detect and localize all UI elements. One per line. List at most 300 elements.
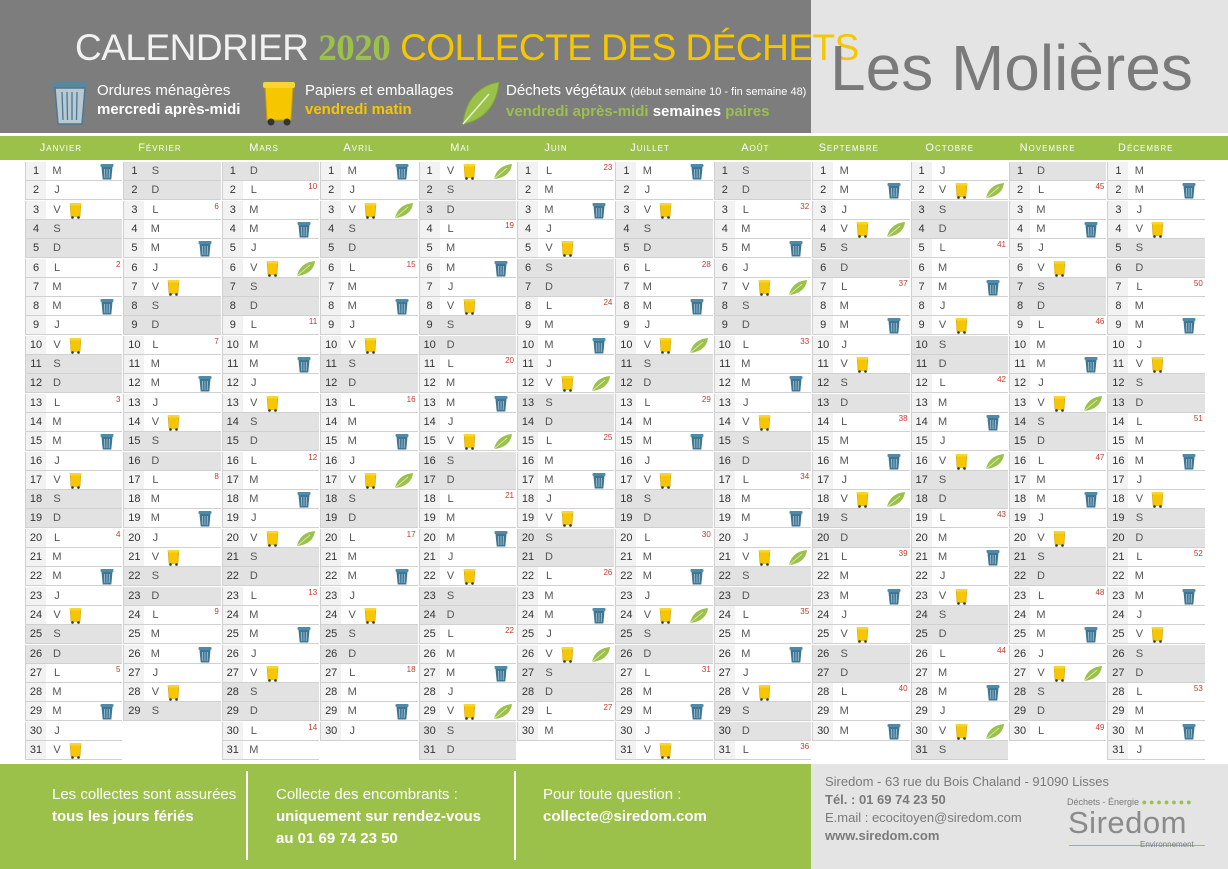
day-cell: [517, 278, 614, 297]
day-cell: [25, 201, 122, 220]
day-letter: J: [1136, 338, 1143, 351]
day-letter: V: [742, 686, 750, 699]
day-number: 30: [813, 722, 833, 740]
day-cell: [714, 509, 811, 528]
day-letter: M: [1134, 300, 1144, 313]
day-cell: [123, 413, 220, 432]
week-number: 10: [308, 182, 318, 192]
day-letter: V: [151, 551, 160, 563]
day-number: 4: [420, 220, 440, 238]
day-letter: L: [939, 242, 946, 255]
day-number: 11: [616, 355, 636, 373]
day-letter: M: [1134, 319, 1144, 332]
day-letter: V: [1135, 628, 1144, 641]
day-letter: M: [52, 551, 62, 563]
day-cell: [320, 548, 417, 567]
day-cell: [911, 452, 1008, 471]
day-letter: D: [840, 666, 849, 679]
day-cell: [419, 722, 516, 741]
day-letter: J: [447, 280, 454, 293]
day-number: 10: [321, 336, 341, 354]
day-number: 9: [321, 316, 341, 334]
calendar-title: [75, 26, 859, 71]
day-letter: S: [446, 454, 455, 467]
day-number: 13: [124, 394, 144, 412]
footer-encombrants: [276, 784, 481, 850]
day-letter: D: [840, 261, 849, 274]
day-letter: M: [1036, 473, 1046, 486]
day-cell: [222, 394, 319, 413]
day-letter: D: [151, 454, 160, 467]
day-number: 20: [124, 529, 144, 547]
day-cell: [517, 239, 614, 258]
day-letter: S: [545, 666, 553, 679]
day-cell: [1009, 490, 1106, 509]
day-letter: D: [249, 570, 258, 583]
day-letter: S: [938, 473, 947, 486]
day-number: 10: [616, 336, 636, 354]
day-letter: D: [545, 551, 553, 563]
day-letter: M: [446, 377, 456, 390]
day-number: 8: [912, 297, 932, 315]
day-cell: [812, 471, 909, 490]
day-letter: S: [545, 531, 553, 544]
day-letter: J: [841, 203, 847, 216]
day-letter: M: [1134, 724, 1144, 737]
day-letter: D: [446, 338, 455, 351]
day-letter: D: [741, 724, 750, 737]
day-number: 17: [321, 471, 341, 489]
day-cell: [517, 374, 614, 393]
day-letter: S: [446, 589, 455, 602]
day-letter: M: [1036, 222, 1046, 235]
day-letter: J: [644, 319, 651, 332]
day-number: 14: [616, 413, 636, 431]
day-number: 28: [420, 683, 440, 701]
month-label: Janvier: [39, 142, 83, 154]
day-cell: [714, 394, 811, 413]
day-letter: V: [840, 358, 848, 370]
day-cell: [911, 529, 1008, 548]
day-cell: [419, 355, 516, 374]
footer-email-link[interactable]: collecte@siredom.com: [543, 808, 707, 825]
month-label: Avril: [343, 142, 374, 154]
day-cell: [812, 529, 909, 548]
day-letter: M: [544, 184, 554, 197]
day-cell: [714, 259, 811, 278]
day-cell: [517, 587, 614, 606]
day-number: 29: [321, 702, 341, 720]
day-cell: [419, 413, 516, 432]
day-letter: M: [150, 512, 160, 525]
day-letter: L: [1136, 551, 1143, 563]
day-letter: V: [742, 280, 750, 293]
day-cell: [1107, 432, 1204, 451]
day-number: 15: [420, 432, 440, 450]
day-letter: S: [643, 358, 652, 370]
day-number: 29: [616, 702, 636, 720]
day-letter: S: [1037, 551, 1045, 563]
day-number: 1: [124, 162, 144, 180]
day-letter: D: [53, 647, 61, 660]
week-number: 47: [1095, 452, 1105, 462]
day-number: 15: [1108, 432, 1128, 450]
day-number: 1: [321, 162, 341, 180]
day-letter: J: [447, 415, 454, 428]
day-letter: V: [545, 647, 553, 660]
day-cell: [812, 220, 909, 239]
contact-website[interactable]: www.siredom.com: [825, 828, 940, 843]
day-letter: M: [544, 608, 554, 621]
day-letter: D: [249, 165, 258, 177]
day-number: 28: [912, 683, 932, 701]
day-letter: S: [840, 512, 848, 525]
day-letter: M: [1134, 165, 1144, 177]
day-number: 8: [616, 297, 636, 315]
day-number: 24: [813, 606, 833, 624]
day-cell: [1107, 413, 1204, 432]
day-cell: [1107, 355, 1204, 374]
day-number: 23: [1108, 587, 1128, 605]
day-cell: [222, 471, 319, 490]
day-letter: V: [643, 744, 652, 756]
day-letter: M: [52, 165, 62, 177]
day-letter: M: [249, 203, 259, 216]
day-number: 16: [1010, 452, 1030, 470]
day-letter: M: [938, 551, 948, 563]
day-number: 2: [321, 181, 341, 199]
day-number: 27: [1010, 664, 1030, 682]
day-cell: [1107, 587, 1204, 606]
day-letter: S: [151, 165, 160, 177]
day-cell: [419, 336, 516, 355]
day-cell: [615, 664, 712, 683]
day-number: 21: [321, 548, 341, 566]
day-cell: [1009, 181, 1106, 200]
day-cell: [911, 645, 1008, 664]
day-cell: [1107, 374, 1204, 393]
day-cell: [714, 490, 811, 509]
day-cell: [123, 490, 220, 509]
day-cell: [615, 201, 712, 220]
day-cell: [714, 278, 811, 297]
day-cell: [714, 702, 811, 721]
day-cell: [1009, 162, 1106, 181]
day-cell: [812, 239, 909, 258]
day-letter: J: [251, 512, 257, 525]
day-number: 11: [223, 355, 243, 373]
day-letter: J: [251, 242, 257, 255]
day-letter: V: [53, 608, 61, 621]
day-number: 1: [813, 162, 833, 180]
day-cell: [911, 432, 1008, 451]
day-cell: [320, 567, 417, 586]
day-cell: [812, 683, 909, 702]
day-cell: [1107, 239, 1204, 258]
week-number: 36: [800, 742, 810, 751]
day-number: 24: [715, 606, 735, 624]
day-letter: J: [349, 724, 355, 737]
day-cell: [714, 316, 811, 335]
day-number: 9: [715, 316, 735, 334]
day-number: 23: [124, 587, 144, 605]
day-number: 22: [26, 567, 46, 585]
commune-name: Les Molières: [830, 32, 1193, 104]
day-number: 4: [616, 220, 636, 238]
day-cell: [812, 452, 909, 471]
day-number: 2: [1010, 181, 1030, 199]
day-letter: L: [742, 338, 749, 351]
day-letter: M: [544, 203, 554, 216]
day-letter: J: [447, 686, 454, 699]
day-cell: [320, 297, 417, 316]
day-letter: J: [1136, 203, 1143, 216]
day-letter: D: [1037, 705, 1045, 718]
day-cell: [1107, 664, 1204, 683]
day-cell: [911, 316, 1008, 335]
day-number: 3: [223, 201, 243, 219]
day-number: 5: [912, 239, 932, 257]
footer-holidays-line2: tous les jours fériés: [52, 808, 194, 825]
day-letter: M: [1036, 493, 1046, 506]
day-cell: [222, 683, 319, 702]
week-number: 9: [214, 606, 219, 616]
day-number: 25: [813, 625, 833, 643]
day-letter: M: [1134, 184, 1144, 197]
day-number: 4: [124, 220, 144, 238]
day-number: 30: [1010, 722, 1030, 740]
day-number: 9: [518, 316, 538, 334]
day-letter: J: [841, 608, 847, 621]
day-letter: L: [349, 396, 356, 409]
day-cell: [615, 452, 712, 471]
contact-info: [825, 773, 1109, 845]
day-letter: V: [643, 608, 652, 621]
footer-divider: [246, 771, 248, 860]
day-letter: V: [938, 454, 947, 467]
day-number: 2: [912, 181, 932, 199]
day-cell: [222, 201, 319, 220]
day-cell: [911, 297, 1008, 316]
day-cell: [320, 471, 417, 490]
day-letter: J: [939, 435, 946, 448]
day-cell: [517, 181, 614, 200]
day-cell: [812, 336, 909, 355]
day-number: 1: [223, 162, 243, 180]
day-number: 22: [321, 567, 341, 585]
day-cell: [714, 162, 811, 181]
day-letter: S: [742, 570, 750, 583]
day-number: 29: [420, 702, 440, 720]
day-cell: [123, 683, 220, 702]
day-letter: L: [1136, 415, 1143, 428]
day-number: 23: [420, 587, 440, 605]
day-number: 3: [616, 201, 636, 219]
day-cell: [123, 336, 220, 355]
day-number: 8: [124, 297, 144, 315]
day-letter: M: [839, 435, 849, 448]
day-letter: V: [545, 512, 553, 525]
day-cell: [25, 567, 122, 586]
day-number: 29: [223, 702, 243, 720]
day-letter: S: [446, 319, 455, 332]
day-letter: M: [249, 338, 259, 351]
day-letter: M: [150, 358, 160, 370]
day-cell: [1009, 239, 1106, 258]
day-number: 14: [124, 413, 144, 431]
day-number: 11: [912, 355, 932, 373]
day-letter: M: [347, 280, 357, 293]
day-cell: [25, 664, 122, 683]
week-number: 2: [115, 259, 121, 269]
day-letter: M: [249, 744, 259, 756]
day-letter: D: [938, 222, 947, 235]
day-number: 5: [1010, 239, 1030, 257]
day-cell: [812, 162, 909, 181]
day-letter: V: [250, 666, 258, 679]
day-number: 6: [420, 259, 440, 277]
footer-holidays: [52, 784, 236, 828]
day-number: 16: [26, 452, 46, 470]
day-cell: [419, 452, 516, 471]
title-suffix: COLLECTE DES DÉCHETS: [400, 27, 859, 68]
day-letter: V: [250, 261, 258, 274]
day-cell: [222, 162, 319, 181]
day-number: 27: [912, 664, 932, 682]
day-number: 28: [1108, 683, 1128, 701]
day-number: 28: [124, 683, 144, 701]
day-number: 2: [223, 181, 243, 199]
day-letter: M: [150, 242, 160, 255]
day-cell: [222, 702, 319, 721]
day-cell: [714, 413, 811, 432]
day-number: 14: [912, 413, 932, 431]
day-number: 5: [518, 239, 538, 257]
day-number: 30: [518, 722, 538, 740]
day-cell: [615, 567, 712, 586]
week-number: 18: [406, 664, 416, 674]
day-number: 26: [26, 645, 46, 663]
title-year: 2020: [318, 28, 391, 69]
day-cell: [320, 374, 417, 393]
week-number: 17: [406, 529, 416, 539]
day-cell: [123, 625, 220, 644]
day-number: 17: [1010, 471, 1030, 489]
day-cell: [615, 625, 712, 644]
day-number: 12: [912, 374, 932, 392]
day-number: 6: [223, 259, 243, 277]
day-cell: [517, 259, 614, 278]
day-number: 18: [616, 490, 636, 508]
day-letter: M: [938, 666, 948, 679]
week-number: 13: [308, 587, 318, 597]
day-cell: [320, 316, 417, 335]
day-number: 16: [518, 452, 538, 470]
day-number: 13: [616, 394, 636, 412]
day-cell: [714, 664, 811, 683]
contact-email[interactable]: E.mail : ecocitoyen@siredom.com: [825, 810, 1022, 825]
day-cell: [123, 529, 220, 548]
day-letter: L: [250, 184, 257, 197]
day-letter: S: [1135, 242, 1144, 255]
day-cell: [812, 394, 909, 413]
day-letter: D: [446, 608, 455, 621]
day-cell: [25, 683, 122, 702]
day-number: 15: [518, 432, 538, 450]
day-number: 5: [124, 239, 144, 257]
day-letter: S: [250, 415, 258, 428]
day-letter: J: [152, 396, 159, 409]
day-number: 12: [26, 374, 46, 392]
day-number: 5: [420, 239, 440, 257]
day-number: 3: [420, 201, 440, 219]
day-cell: [812, 201, 909, 220]
day-letter: S: [742, 300, 750, 313]
day-cell: [615, 374, 712, 393]
day-letter: J: [546, 628, 552, 641]
day-letter: D: [643, 377, 652, 390]
day-cell: [419, 625, 516, 644]
day-cell: [1009, 259, 1106, 278]
day-letter: S: [742, 435, 750, 448]
day-cell: [812, 548, 909, 567]
day-letter: M: [642, 570, 652, 583]
day-cell: [25, 452, 122, 471]
day-cell: [320, 529, 417, 548]
day-cell: [517, 722, 614, 741]
day-letter: L: [644, 396, 651, 409]
day-number: 14: [321, 413, 341, 431]
day-letter: M: [741, 512, 751, 525]
day-number: 24: [321, 606, 341, 624]
day-number: 30: [420, 722, 440, 740]
day-letter: J: [54, 184, 60, 197]
day-cell: [1107, 336, 1204, 355]
day-number: 8: [321, 297, 341, 315]
day-cell: [222, 722, 319, 741]
day-number: 21: [124, 548, 144, 566]
day-number: 7: [124, 278, 144, 296]
day-cell: [714, 239, 811, 258]
day-number: 10: [715, 336, 735, 354]
day-letter: V: [545, 242, 553, 255]
week-number: 28: [701, 259, 711, 269]
day-number: 30: [321, 722, 341, 740]
day-cell: [517, 548, 614, 567]
day-letter: M: [839, 184, 849, 197]
day-number: 3: [26, 201, 46, 219]
day-number: 19: [420, 509, 440, 527]
day-cell: [1009, 278, 1106, 297]
day-letter: S: [938, 338, 947, 351]
day-letter: V: [348, 473, 356, 486]
day-cell: [812, 722, 909, 741]
day-cell: [517, 645, 614, 664]
day-letter: D: [545, 280, 553, 293]
day-letter: M: [642, 300, 652, 313]
day-cell: [714, 297, 811, 316]
day-cell: [419, 471, 516, 490]
day-cell: [812, 316, 909, 335]
day-number: 5: [813, 239, 833, 257]
day-cell: [320, 278, 417, 297]
day-letter: S: [151, 435, 160, 448]
day-cell: [222, 374, 319, 393]
day-letter: V: [53, 744, 61, 756]
week-number: 37: [898, 278, 908, 288]
day-cell: [911, 509, 1008, 528]
week-number: 21: [505, 491, 514, 501]
